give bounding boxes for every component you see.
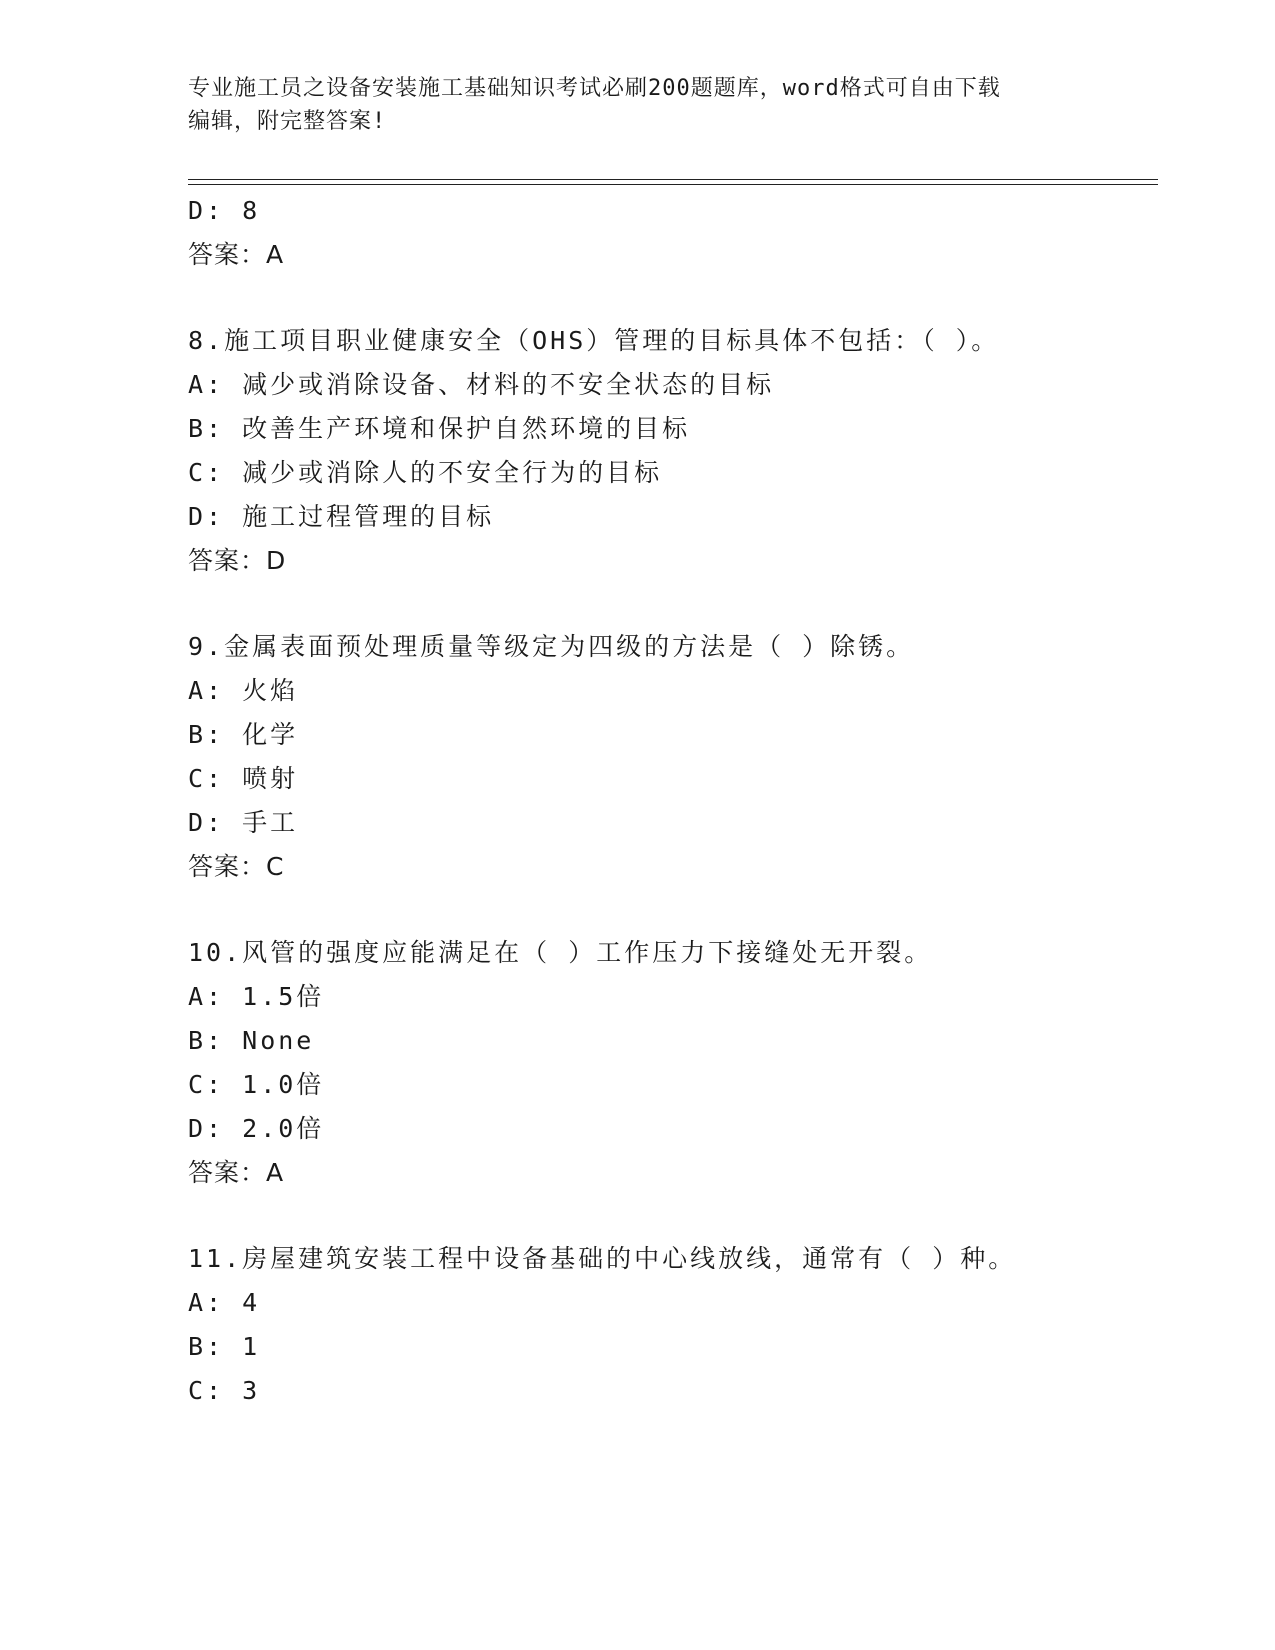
- q8-option-a: A: 减少或消除设备、材料的不安全状态的目标: [188, 370, 775, 399]
- q9-option-d: D: 手工: [188, 808, 299, 837]
- q7-option-d: D: 8: [188, 196, 261, 225]
- q11-stem: 11.房屋建筑安装工程中设备基础的中心线放线，通常有（ ）种。: [188, 1244, 1017, 1273]
- q8-stem: 8.施工项目职业健康安全（OHS）管理的目标具体不包括：（ ）。: [188, 326, 1000, 355]
- header-divider-top: [188, 179, 1158, 180]
- q9-option-a: A: 火焰: [188, 676, 299, 705]
- q10-option-d: D: 2.0倍: [188, 1114, 325, 1143]
- q11-option-c: C: 3: [188, 1376, 261, 1405]
- q7-answer: 答案：A: [188, 240, 285, 269]
- q8-option-d: D: 施工过程管理的目标: [188, 502, 495, 531]
- header-divider-bottom: [188, 184, 1158, 185]
- q11-option-a: A: 4: [188, 1288, 261, 1317]
- q10-option-c: C: 1.0倍: [188, 1070, 325, 1099]
- q10-option-b: B: None: [188, 1026, 315, 1055]
- q11-option-b: B: 1: [188, 1332, 261, 1361]
- q10-answer: 答案：A: [188, 1158, 285, 1187]
- document-header: [188, 72, 1088, 138]
- header-line-2: 编辑，附完整答案!: [188, 109, 387, 134]
- header-line-1: 专业施工员之设备安装施工基础知识考试必刷200题题库，word格式可自由下载: [188, 76, 1001, 101]
- q9-option-b: B: 化学: [188, 720, 299, 749]
- q8-answer: 答案：D: [188, 546, 287, 575]
- q9-stem: 9.金属表面预处理质量等级定为四级的方法是（ ）除锈。: [188, 632, 915, 661]
- q8-option-c: C: 减少或消除人的不安全行为的目标: [188, 458, 663, 487]
- q9-option-c: C: 喷射: [188, 764, 299, 793]
- q10-option-a: A: 1.5倍: [188, 982, 325, 1011]
- q8-option-b: B: 改善生产环境和保护自然环境的目标: [188, 414, 691, 443]
- q9-answer: 答案：C: [188, 852, 285, 881]
- q10-stem: 10.风管的强度应能满足在（ ）工作压力下接缝处无开裂。: [188, 938, 933, 967]
